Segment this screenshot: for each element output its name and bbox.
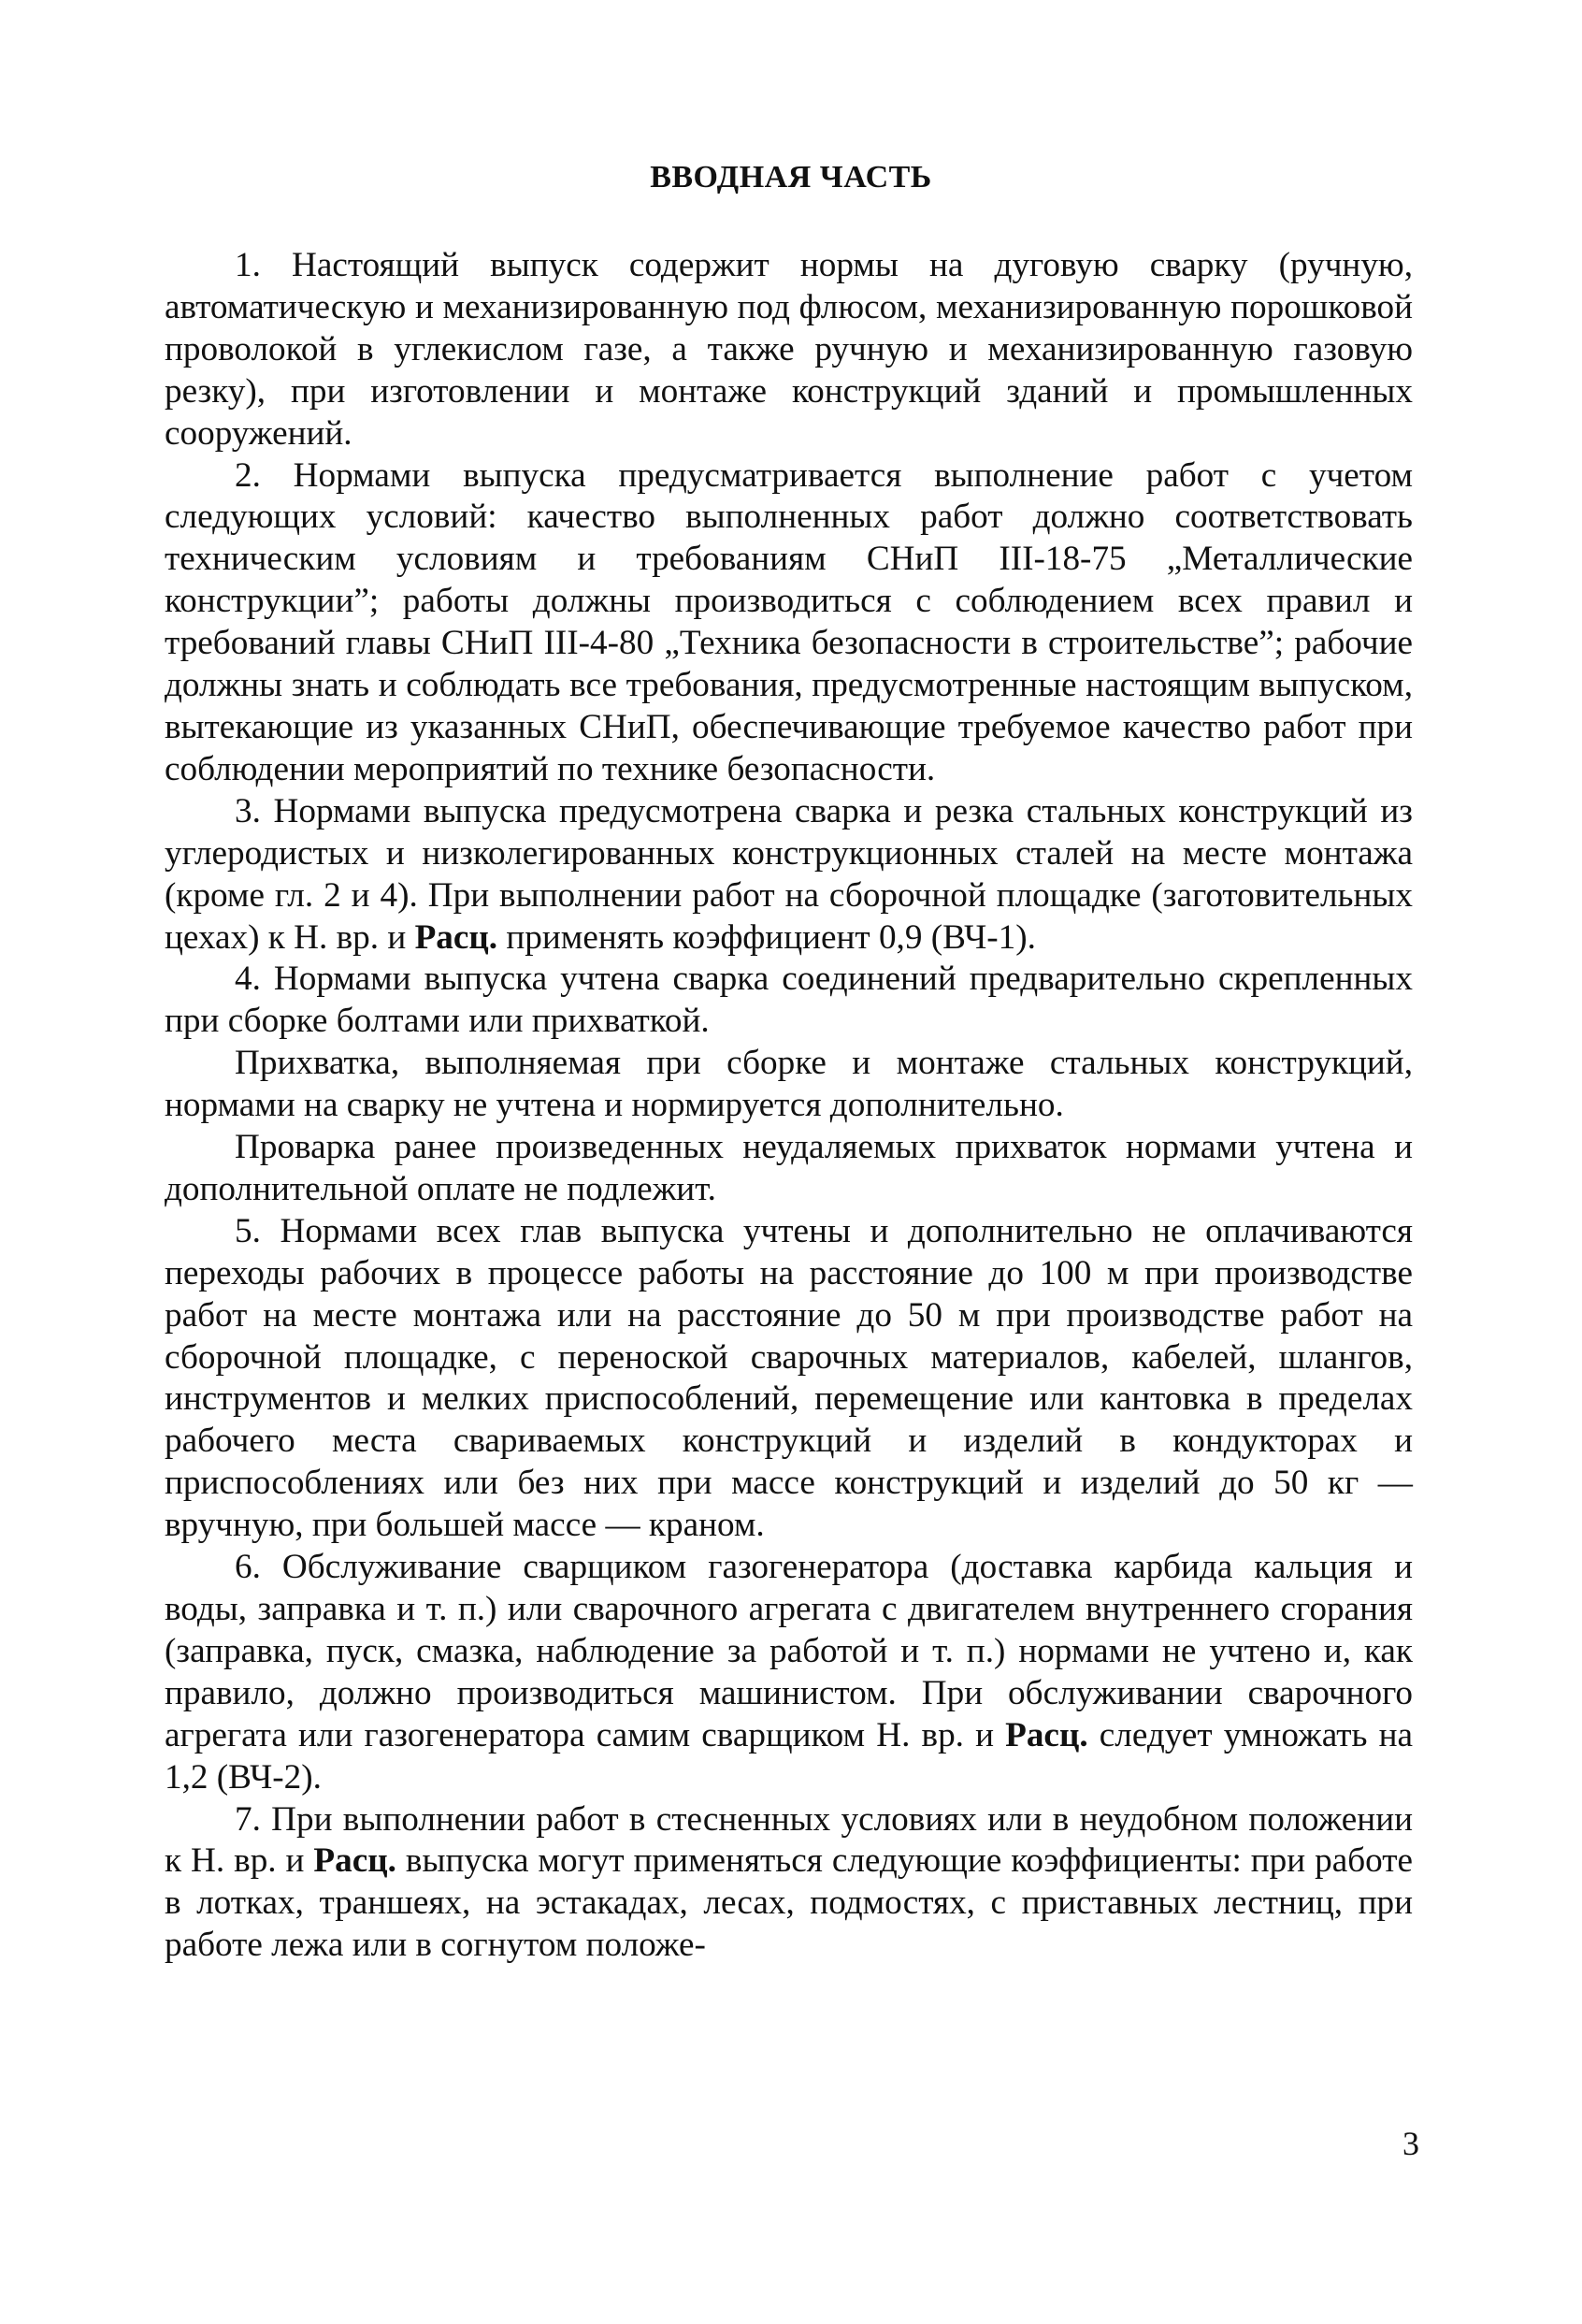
paragraph-5 xyxy=(165,1043,1413,1127)
paragraph-6 xyxy=(165,1127,1413,1211)
paragraph-text: 3. Нормами выпуска предусмотрена сварка и резка стальных конструкций из углеродистых и низколегированных конструкционных сталей на месте монтажа (кроме гл. 2 и 4). При выполнении работ на сборочной площадке (заготовительных цехах) к Н. вр. и xyxy=(165,791,1413,957)
bold-term: Расц. xyxy=(1005,1715,1088,1754)
page-number: 3 xyxy=(1402,2125,1419,2162)
paragraph-text: 2. Нормами выпуска предусматривается выполнение работ с учетом следующих условий: качество выполненных работ должно соответствовать техническим условиям и требованиям СНиП III-18-75 „Металлические конструкции”; работы должны производиться с соблюдением всех правил и требований главы СНиП III-4-80 „Техника безопасности в строительстве”; рабочие должны знать и соблюдать все требования, предусмотренные настоящим выпуском, вытекающие из указанных СНиП, обеспечивающие требуемое качество работ при соблюдении мероприятий по технике безопасности. xyxy=(165,455,1413,788)
paragraph-1 xyxy=(165,245,1413,455)
section-title: ВВОДНАЯ ЧАСТЬ xyxy=(650,160,932,195)
paragraph-text: 7. При выполнении работ в стесненных условиях или в неудобном положении к Н. вр. и xyxy=(165,1799,1413,1881)
paragraph-8 xyxy=(165,1547,1413,1798)
paragraph-text: выпуска могут применяться следующие коэффициенты: при работе в лотках, траншеях, на эстакадах, лесах, подмостях, с приставных лестниц, при работе лежа или в согнутом положе- xyxy=(165,1841,1413,1965)
paragraph-text: 6. Обслуживание сварщиком газогенератора (доставка карбида кальция и воды, заправка и т. п.) или сварочного агрегата с двигателем внутреннего сгорания (заправка, пуск, смазка, наблюдение за работой и т. п.) нормами не учтено и, как правило, должно производиться машинистом. При обслуживании сварочного агрегата или газогенератора самим сварщиком Н. вр. и xyxy=(165,1548,1413,1754)
paragraph-text: 1. Настоящий выпуск содержит нормы на дуговую сварку (ручную, автоматическую и механизированную под флюсом, механизированную порошковой проволокой в углекислом газе, а также ручную и механизированную газовую резку), при изготовлении и монтаже конструкций зданий и промышленных сооружений. xyxy=(165,246,1413,453)
paragraph-4 xyxy=(165,959,1413,1043)
paragraph-text: 4. Нормами выпуска учтена сварка соединений предварительно скрепленных при сборке болтами или прихваткой. xyxy=(165,960,1413,1041)
paragraph-text: 5. Нормами всех глав выпуска учтены и дополнительно не оплачиваются переходы рабочих в процессе работы на расстояние до 100 м при производстве работ на месте монтажа или на расстояние до 50 м при производстве работ на сборочной площадке, с переноской сварочных материалов, кабелей, шлангов, инструментов и мелких приспособлений, перемещение или кантовка в пределах рабочего места свариваемых конструкций и изделий в кондукторах и приспособлениях или без них при массе конструкций и изделий до 50 кг — вручную, при большей массе — краном. xyxy=(165,1211,1413,1545)
paragraph-2 xyxy=(165,455,1413,791)
paragraph-text: применять коэффициент 0,9 (ВЧ-1). xyxy=(497,917,1036,957)
paragraph-3 xyxy=(165,791,1413,960)
bold-term: Расц. xyxy=(414,917,498,957)
bold-term: Расц. xyxy=(313,1841,396,1881)
paragraph-text: Прихватка, выполняемая при сборке и монтаже стальных конструкций, нормами на сварку не учтена и нормируется дополнительно. xyxy=(165,1044,1413,1125)
paragraph-text: Проварка ранее произведенных неудаляемых прихваток нормами учтена и дополнительной оплате не подлежит. xyxy=(165,1128,1413,1208)
body-text xyxy=(165,245,1413,1967)
paragraph-7 xyxy=(165,1211,1413,1547)
paragraph-9 xyxy=(165,1799,1413,1968)
paragraph-text: следует умножать на 1,2 (ВЧ-2). xyxy=(165,1715,1413,1797)
